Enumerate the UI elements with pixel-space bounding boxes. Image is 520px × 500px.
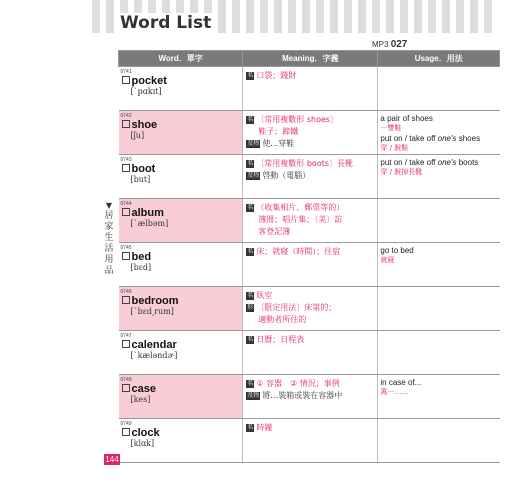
section-label-char: 活 — [104, 244, 114, 254]
entry-number: 0741 — [120, 69, 132, 75]
part-of-speech-badge: 名 — [247, 204, 254, 211]
column-header-usage: Usage．用法 — [378, 51, 500, 67]
usage-phrase: in case of... — [380, 378, 422, 387]
meaning-text: 〔常用複數形 boots〕長靴 — [256, 159, 354, 168]
usage-list — [378, 419, 499, 422]
word-cell — [119, 419, 243, 463]
entry-number: 0746 — [120, 289, 132, 295]
meaning-list — [243, 67, 377, 81]
usage-phrase: put on / take off one's shoes — [380, 134, 481, 143]
pronunciation: [bɛd] — [130, 263, 152, 272]
table-row — [119, 67, 500, 111]
meaning-text: 時鐘 — [256, 423, 273, 432]
meaning-line — [246, 158, 377, 169]
pronunciation: [ˋbɛd͵rum] — [130, 307, 174, 316]
pronunciation: [kes] — [130, 395, 151, 404]
pronunciation: [ˋkæləndɚ] — [130, 351, 178, 360]
section-label-char: 家 — [104, 222, 114, 232]
entry-number: 0747 — [120, 333, 132, 339]
meaning-cell — [243, 419, 378, 463]
usage-cell — [378, 67, 500, 111]
table-row — [119, 375, 500, 419]
word-cell — [119, 375, 243, 419]
usage-list — [378, 111, 499, 153]
meaning-cell — [243, 375, 378, 419]
meaning-text: 〔限定用法〕床第的； — [256, 303, 337, 312]
meaning-text: 臥室 — [256, 291, 273, 300]
usage-list — [378, 375, 499, 397]
meaning-line — [246, 226, 377, 237]
pronunciation: [klɑk] — [130, 439, 155, 448]
headword — [119, 75, 243, 87]
track-number: 027 — [390, 39, 408, 50]
meaning-text: 客登記簿 — [258, 227, 291, 236]
page-number: 144 — [105, 455, 119, 464]
meaning-line — [246, 214, 377, 225]
part-of-speech-badge: 名 — [247, 292, 254, 299]
headword-text: clock — [131, 427, 160, 439]
part-of-speech-badge: 形 — [247, 304, 254, 311]
meaning-line — [246, 378, 377, 389]
meaning-text: 適動者所住的 — [258, 315, 307, 324]
meaning-line — [246, 70, 377, 81]
meaning-text: （收集相片、郵票等的） — [256, 203, 345, 212]
column-header-word: Word．單字 — [119, 51, 243, 67]
part-of-speech-badge: 名 — [247, 160, 254, 167]
usage-cell — [378, 243, 500, 287]
headword — [119, 119, 243, 131]
checkbox-icon — [122, 252, 130, 260]
table-row — [119, 243, 500, 287]
word-cell — [119, 331, 243, 375]
part-of-speech-badge: 名 — [247, 72, 254, 79]
meaning-text: 簿冊；唱片集；〔美〕訪 — [258, 215, 343, 224]
meaning-line — [246, 314, 377, 325]
mp3-label: MP3 — [372, 40, 389, 49]
headword — [119, 339, 243, 351]
meaning-text: 使…穿鞋 — [262, 139, 295, 148]
checkbox-icon — [122, 208, 130, 216]
meaning-line — [246, 202, 377, 213]
meaning-line — [246, 170, 377, 181]
part-of-speech-badge: 名 — [247, 380, 254, 387]
meaning-line — [246, 390, 377, 401]
section-label-char: 品 — [104, 266, 114, 276]
meaning-line — [246, 422, 377, 433]
meaning-line — [246, 246, 377, 257]
usage-cell — [378, 375, 500, 419]
headword-text: album — [131, 207, 164, 219]
word-cell — [119, 111, 243, 155]
section-label-char: 居 — [104, 211, 114, 221]
meaning-list — [243, 287, 377, 325]
meaning-cell — [243, 243, 378, 287]
meaning-text: 日曆；日程表 — [256, 335, 305, 344]
headword-text: bedroom — [131, 295, 179, 307]
usage-phrase: a pair of shoes — [380, 114, 433, 123]
usage-translation: 穿 / 脫鞋 — [380, 144, 409, 152]
meaning-cell — [243, 155, 378, 199]
headword-text: case — [131, 383, 156, 395]
pronunciation: [ˋpɑkɪt] — [130, 87, 162, 96]
headword-text: bed — [131, 251, 152, 263]
part-of-speech-badge: 名 — [247, 424, 254, 431]
meaning-cell — [243, 199, 378, 243]
meaning-line — [246, 126, 377, 137]
arrow-down-icon: ▼ — [105, 201, 113, 210]
checkbox-icon — [122, 164, 130, 172]
usage-cell — [378, 419, 500, 463]
column-header-meaning: Meaning．字義 — [243, 51, 378, 67]
headword — [119, 295, 243, 307]
section-label — [103, 211, 115, 277]
meaning-line — [246, 138, 377, 149]
mp3-track — [372, 39, 407, 50]
headword-text: shoe — [131, 119, 158, 131]
entry-number: 0749 — [120, 421, 132, 427]
table-row — [119, 331, 500, 375]
usage-placeholder: one's — [437, 158, 457, 167]
meaning-text: ① 容器 ② 情況；事例 — [256, 379, 340, 388]
meaning-list — [243, 331, 377, 345]
pronunciation: [but] — [130, 175, 151, 184]
meaning-text: 床；就寢（時間）；住宿 — [256, 247, 341, 256]
headword — [119, 383, 243, 395]
entry-number: 0742 — [120, 113, 132, 119]
usage-list — [378, 67, 499, 70]
meaning-text: 將…裝箱或裝在容器中 — [262, 391, 343, 400]
meaning-text: 口袋；錢財 — [256, 71, 297, 80]
section-tab — [103, 200, 115, 277]
table-row — [119, 111, 500, 155]
part-of-speech-badge: 名 — [247, 248, 254, 255]
usage-placeholder: one's — [437, 134, 457, 143]
checkbox-icon — [122, 296, 130, 304]
word-cell — [119, 199, 243, 243]
usage-cell — [378, 199, 500, 243]
section-label-char: 生 — [104, 233, 114, 243]
meaning-list — [243, 111, 377, 149]
checkbox-icon — [122, 120, 130, 128]
word-cell — [119, 243, 243, 287]
usage-cell — [378, 331, 500, 375]
entry-number: 0748 — [120, 377, 132, 383]
part-of-speech-badge: 及物 — [247, 140, 260, 147]
usage-cell — [378, 111, 500, 155]
meaning-line — [246, 290, 377, 301]
meaning-text: 〔常用複數形 shoes〕 — [256, 115, 339, 124]
meaning-list — [243, 375, 377, 401]
word-cell — [119, 67, 243, 111]
usage-list — [378, 243, 499, 265]
usage-translation: 一雙鞋 — [380, 124, 402, 132]
checkbox-icon — [122, 76, 130, 84]
entry-number: 0744 — [120, 201, 132, 207]
headword — [119, 207, 243, 219]
meaning-list — [243, 199, 377, 237]
entry-number: 0745 — [120, 245, 132, 251]
meaning-cell — [243, 287, 378, 331]
pronunciation: [ʃu] — [130, 131, 145, 140]
entry-number: 0743 — [120, 157, 132, 163]
meaning-list — [243, 243, 377, 257]
section-label-char: 用 — [104, 255, 114, 265]
part-of-speech-badge: 名 — [247, 116, 254, 123]
meaning-line — [246, 302, 377, 313]
headword-text: boot — [131, 163, 156, 175]
meaning-cell — [243, 67, 378, 111]
meaning-list — [243, 155, 377, 181]
table-row — [119, 287, 500, 331]
meaning-line — [246, 334, 377, 345]
table-row — [119, 419, 500, 463]
word-table — [118, 50, 500, 463]
usage-phrase: go to bed — [380, 246, 414, 255]
usage-translation: 萬一…… — [380, 388, 409, 396]
usage-translation: 就寢 — [380, 256, 395, 264]
meaning-text: 啓動（電腦） — [262, 171, 311, 180]
word-cell — [119, 155, 243, 199]
page-title: Word List — [120, 13, 212, 33]
usage-cell — [378, 287, 500, 331]
usage-list — [378, 331, 499, 334]
headword-text: pocket — [131, 75, 167, 87]
headword-text: calendar — [131, 339, 177, 351]
checkbox-icon — [122, 340, 130, 348]
table-header-row — [119, 51, 500, 67]
usage-translation: 穿 / 脫掉長靴 — [380, 168, 423, 176]
table-row — [119, 155, 500, 199]
headword — [119, 251, 243, 263]
meaning-cell — [243, 331, 378, 375]
headword — [119, 163, 243, 175]
checkbox-icon — [122, 384, 130, 392]
part-of-speech-badge: 及物 — [247, 392, 260, 399]
headword — [119, 427, 243, 439]
table-row — [119, 199, 500, 243]
usage-list — [378, 199, 499, 202]
pronunciation: [ˋælbəm] — [130, 219, 169, 228]
meaning-text: 鞋子；蹄鐵 — [258, 127, 299, 136]
usage-list — [378, 155, 499, 177]
part-of-speech-badge: 及物 — [247, 172, 260, 179]
meaning-list — [243, 419, 377, 433]
meaning-cell — [243, 111, 378, 155]
part-of-speech-badge: 名 — [247, 336, 254, 343]
word-cell — [119, 287, 243, 331]
usage-list — [378, 287, 499, 290]
checkbox-icon — [122, 428, 130, 436]
meaning-line — [246, 114, 377, 125]
usage-phrase: put on / take off one's boots — [380, 158, 479, 167]
usage-cell — [378, 155, 500, 199]
